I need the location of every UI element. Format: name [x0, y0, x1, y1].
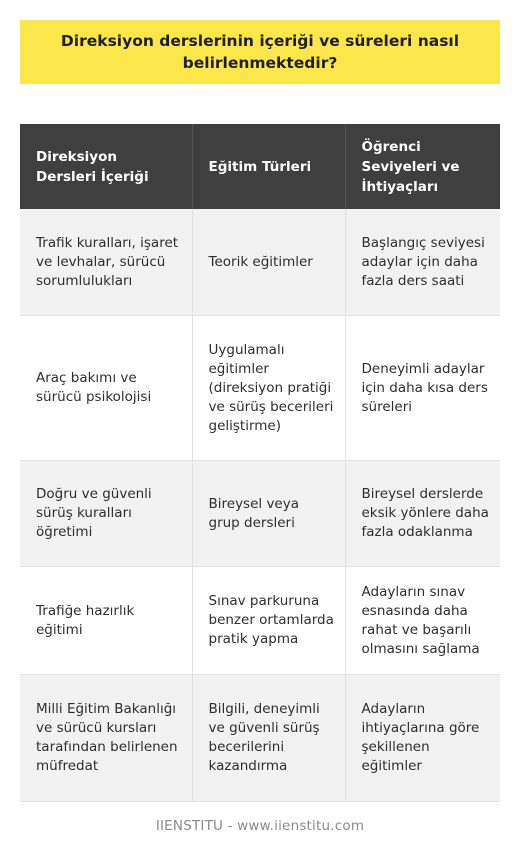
table-row: [20, 316, 500, 461]
table-cell: Uygulamalı eğitimler (direksiyon pratiği ve sürüş becerileri geliştirme): [192, 316, 345, 461]
table-row: [20, 209, 500, 316]
content-table: [20, 124, 500, 802]
table-row: [20, 567, 500, 675]
table-cell: Milli Eğitim Bakanlığı ve sürücü kursları tarafından belirlenen müfredat: [20, 675, 192, 802]
column-header-content: Direksiyon Dersleri İçeriği: [20, 124, 192, 209]
column-header-student-levels: Öğrenci Seviyeleri ve İhtiyaçları: [345, 124, 500, 209]
table-cell: Bireysel derslerde eksik yönlere daha fazla odaklanma: [345, 461, 500, 567]
table-cell: Başlangıç seviyesi adaylar için daha fazla ders saati: [345, 209, 500, 316]
table-cell: Araç bakımı ve sürücü psikolojisi: [20, 316, 192, 461]
footer-credit: IIENSTITU - www.iienstitu.com: [155, 818, 365, 834]
table-cell: Doğru ve güvenli sürüş kuralları öğretimi: [20, 461, 192, 567]
table-cell: Teorik eğitimler: [192, 209, 345, 316]
table-cell: Sınav parkuruna benzer ortamlarda pratik yapma: [192, 567, 345, 675]
table-header-row: [20, 124, 500, 209]
page-title: Direksiyon derslerinin içeriği ve süreleri nasıl belirlenmektedir?: [60, 32, 460, 72]
column-header-training-types: Eğitim Türleri: [192, 124, 345, 209]
title-banner: [20, 20, 500, 84]
table-cell: Trafik kuralları, işaret ve levhalar, sürücü sorumlulukları: [20, 209, 192, 316]
table-cell: Adayların sınav esnasında daha rahat ve başarılı olmasını sağlama: [345, 567, 500, 675]
table-cell: Adayların ihtiyaçlarına göre şekillenen eğitimler: [345, 675, 500, 802]
table-cell: Bireysel veya grup dersleri: [192, 461, 345, 567]
table-row: [20, 461, 500, 567]
table-row: [20, 675, 500, 802]
table-cell: Bilgili, deneyimli ve güvenli sürüş becerilerini kazandırma: [192, 675, 345, 802]
table-cell: Deneyimli adaylar için daha kısa ders süreleri: [345, 316, 500, 461]
table-cell: Trafiğe hazırlık eğitimi: [20, 567, 192, 675]
